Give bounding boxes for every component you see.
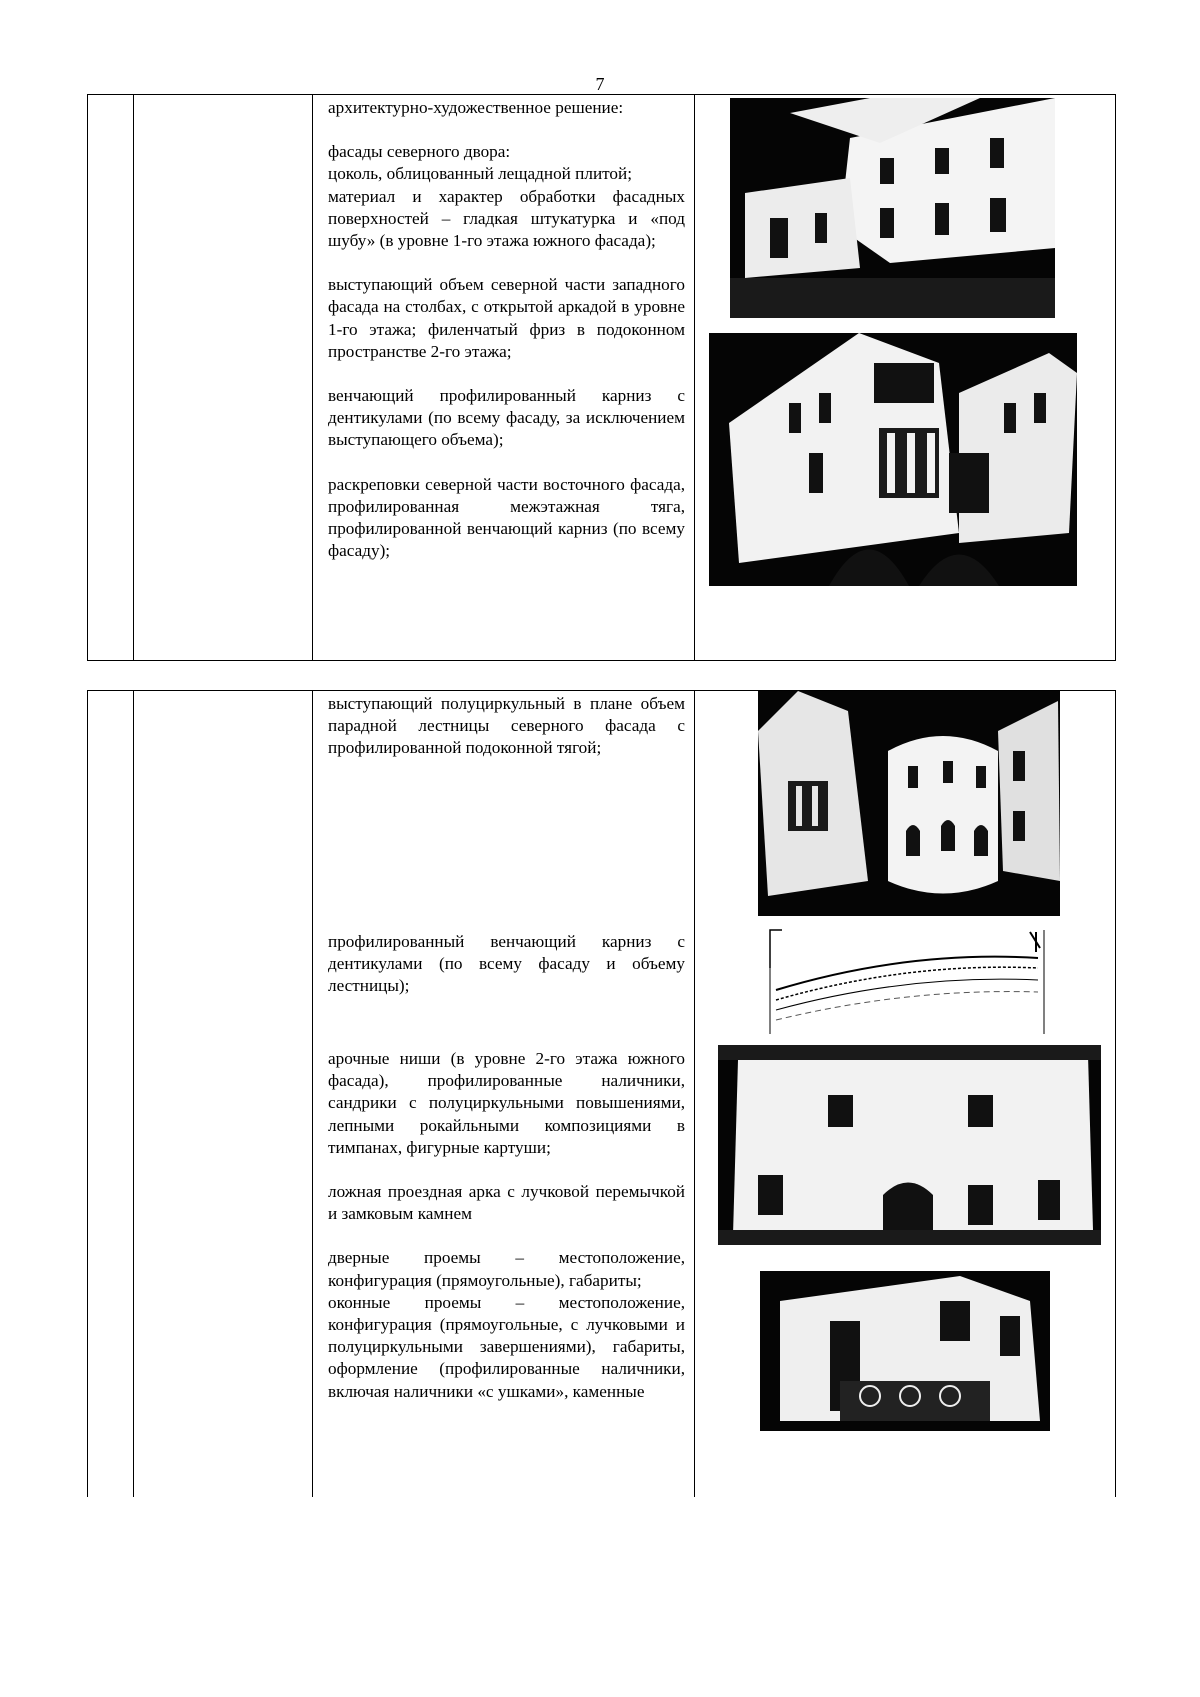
photo-north-courtyard-facades xyxy=(730,98,1055,318)
paragraph: выступающий объем северной части западного фасада на столбах, с открытой аркадой в уровне 1-го этажа; филенчатый фриз в подоконном пространстве 2-го этажа; xyxy=(328,275,685,361)
column-divider xyxy=(133,691,134,1497)
paragraph: ложная проездная арка с лучковой перемычкой и замковым камнем xyxy=(328,1182,685,1224)
photo-west-facade-projecting-volume xyxy=(709,333,1077,586)
building-facade-photo xyxy=(760,1271,1050,1431)
table-section-2 xyxy=(87,690,1116,1497)
paragraph: выступающий полуциркульный в плане объем парадной лестницы северного фасада с профилированной подоконной тягой; xyxy=(328,694,685,758)
column-divider xyxy=(133,95,134,660)
text-block xyxy=(328,693,685,760)
page-number: 7 xyxy=(595,74,605,94)
photo-semicircular-staircase-volume xyxy=(758,691,1060,916)
table-section-1 xyxy=(87,94,1116,661)
building-courtyard-photo xyxy=(709,333,1077,586)
building-courtyard-photo xyxy=(730,98,1055,318)
paragraph: материал и характер обработки фасадных поверхностей – гладкая штукатурка и «под шубу» (в уровне 1-го этажа южного фасада); xyxy=(328,186,685,251)
text-block xyxy=(328,97,685,562)
column-divider xyxy=(694,691,695,1497)
text-block xyxy=(328,1048,685,1403)
paragraph: оконные проемы – местоположение, конфигурация (прямоугольные, с лучковыми и полуциркульными завершениями), габариты, оформление (профилированные наличники, включая наличники «с ушками», каменные xyxy=(328,1292,685,1401)
photo-door-and-window-openings xyxy=(760,1271,1050,1431)
paragraph: дверные проемы – местоположение, конфигурация (прямоугольные), габариты; xyxy=(328,1248,685,1290)
photo-south-facade-arched-niches xyxy=(718,1045,1101,1245)
paragraph: профилированный венчающий карниз с дентикулами (по всему фасаду и объему лестницы); xyxy=(328,932,685,996)
column-divider xyxy=(694,95,695,660)
building-facade-photo xyxy=(718,1045,1101,1245)
paragraph: архитектурно-художественное решение: xyxy=(328,98,624,117)
text-block xyxy=(328,931,685,998)
photo-cornice-detail xyxy=(768,928,1046,1034)
column-divider xyxy=(312,95,313,660)
paragraph: раскреповки северной части восточного фасада, профилированная межэтажная тяга, профилированной венчающий карниз (по всему фасаду); xyxy=(328,474,685,561)
paragraph: венчающий профилированный карниз с дентикулами (по всему фасаду, за исключением выступающего объема); xyxy=(328,386,685,450)
column-divider xyxy=(312,691,313,1497)
building-courtyard-photo xyxy=(758,691,1060,916)
paragraph: цоколь, облицованный лещадной плитой; xyxy=(328,164,633,184)
paragraph: арочные ниши (в уровне 2-го этажа южного фасада), профилированные наличники, сандрики с полуциркульными повышениями, лепными рокайльными композициями в тимпанах, фигурные картуши; xyxy=(328,1049,685,1157)
paragraph: фасады северного двора: xyxy=(328,142,511,162)
cornice-photo xyxy=(768,928,1046,1034)
